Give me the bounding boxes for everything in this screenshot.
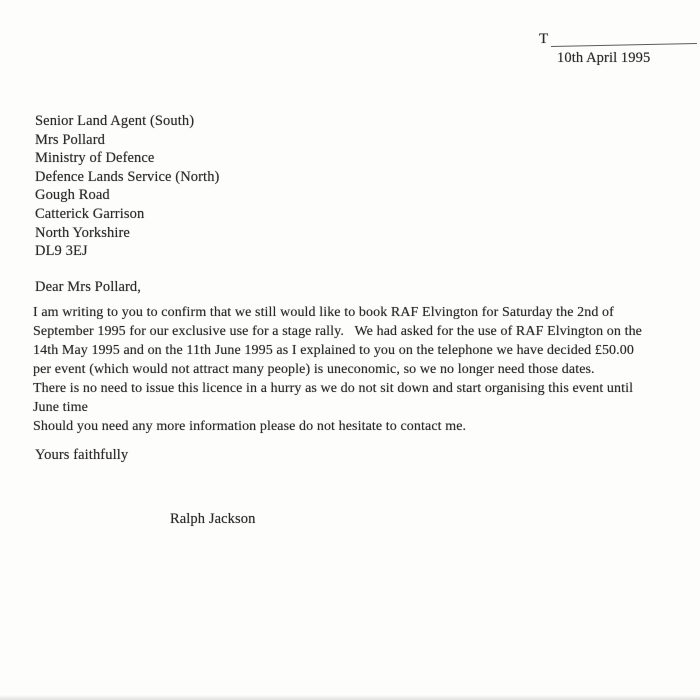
body-line: 14th May 1995 and on the 11th June 1995 as I explained to you on the telephone we have decided £50.00: [33, 343, 634, 358]
letterhead-underline-rule: [551, 43, 697, 47]
letterhead-t-label: T: [539, 31, 549, 47]
signature-name: Ralph Jackson: [170, 511, 256, 527]
salutation: Dear Mrs Pollard,: [35, 279, 141, 295]
recipient-address-block: [35, 112, 219, 261]
recipient-line: Senior Land Agent (South): [35, 113, 195, 129]
recipient-postcode: DL9 3EJ: [35, 243, 88, 260]
body-line: September 1995 for our exclusive use for a stage rally. We had asked for the use of RAF Elvington on the: [33, 324, 642, 339]
recipient-line: North Yorkshire: [35, 224, 130, 241]
scan-edge-artifact: [0, 695, 700, 700]
letter-date: 10th April 1995: [557, 50, 651, 66]
recipient-line: Mrs Pollard: [35, 131, 105, 148]
body-line: Should you need any more information please do not hesitate to contact me.: [33, 419, 467, 434]
body-line: per event (which would not attract many people) is uneconomic, so we no longer need those dates.: [33, 362, 595, 377]
letter-body: [33, 303, 693, 436]
body-line: There is no need to issue this licence in a hurry as we do not sit down and start organising this event until: [33, 381, 634, 396]
recipient-line: Defence Lands Service (North): [35, 168, 220, 185]
recipient-line: Catterick Garrison: [35, 205, 145, 222]
body-line: June time: [33, 400, 88, 415]
recipient-line: Ministry of Defence: [35, 150, 155, 167]
closing-valediction: Yours faithfully: [35, 447, 129, 463]
recipient-line: Gough Road: [35, 187, 110, 204]
body-line: I am writing to you to confirm that we still would like to book RAF Elvington for Saturday the 2nd of: [33, 305, 614, 320]
